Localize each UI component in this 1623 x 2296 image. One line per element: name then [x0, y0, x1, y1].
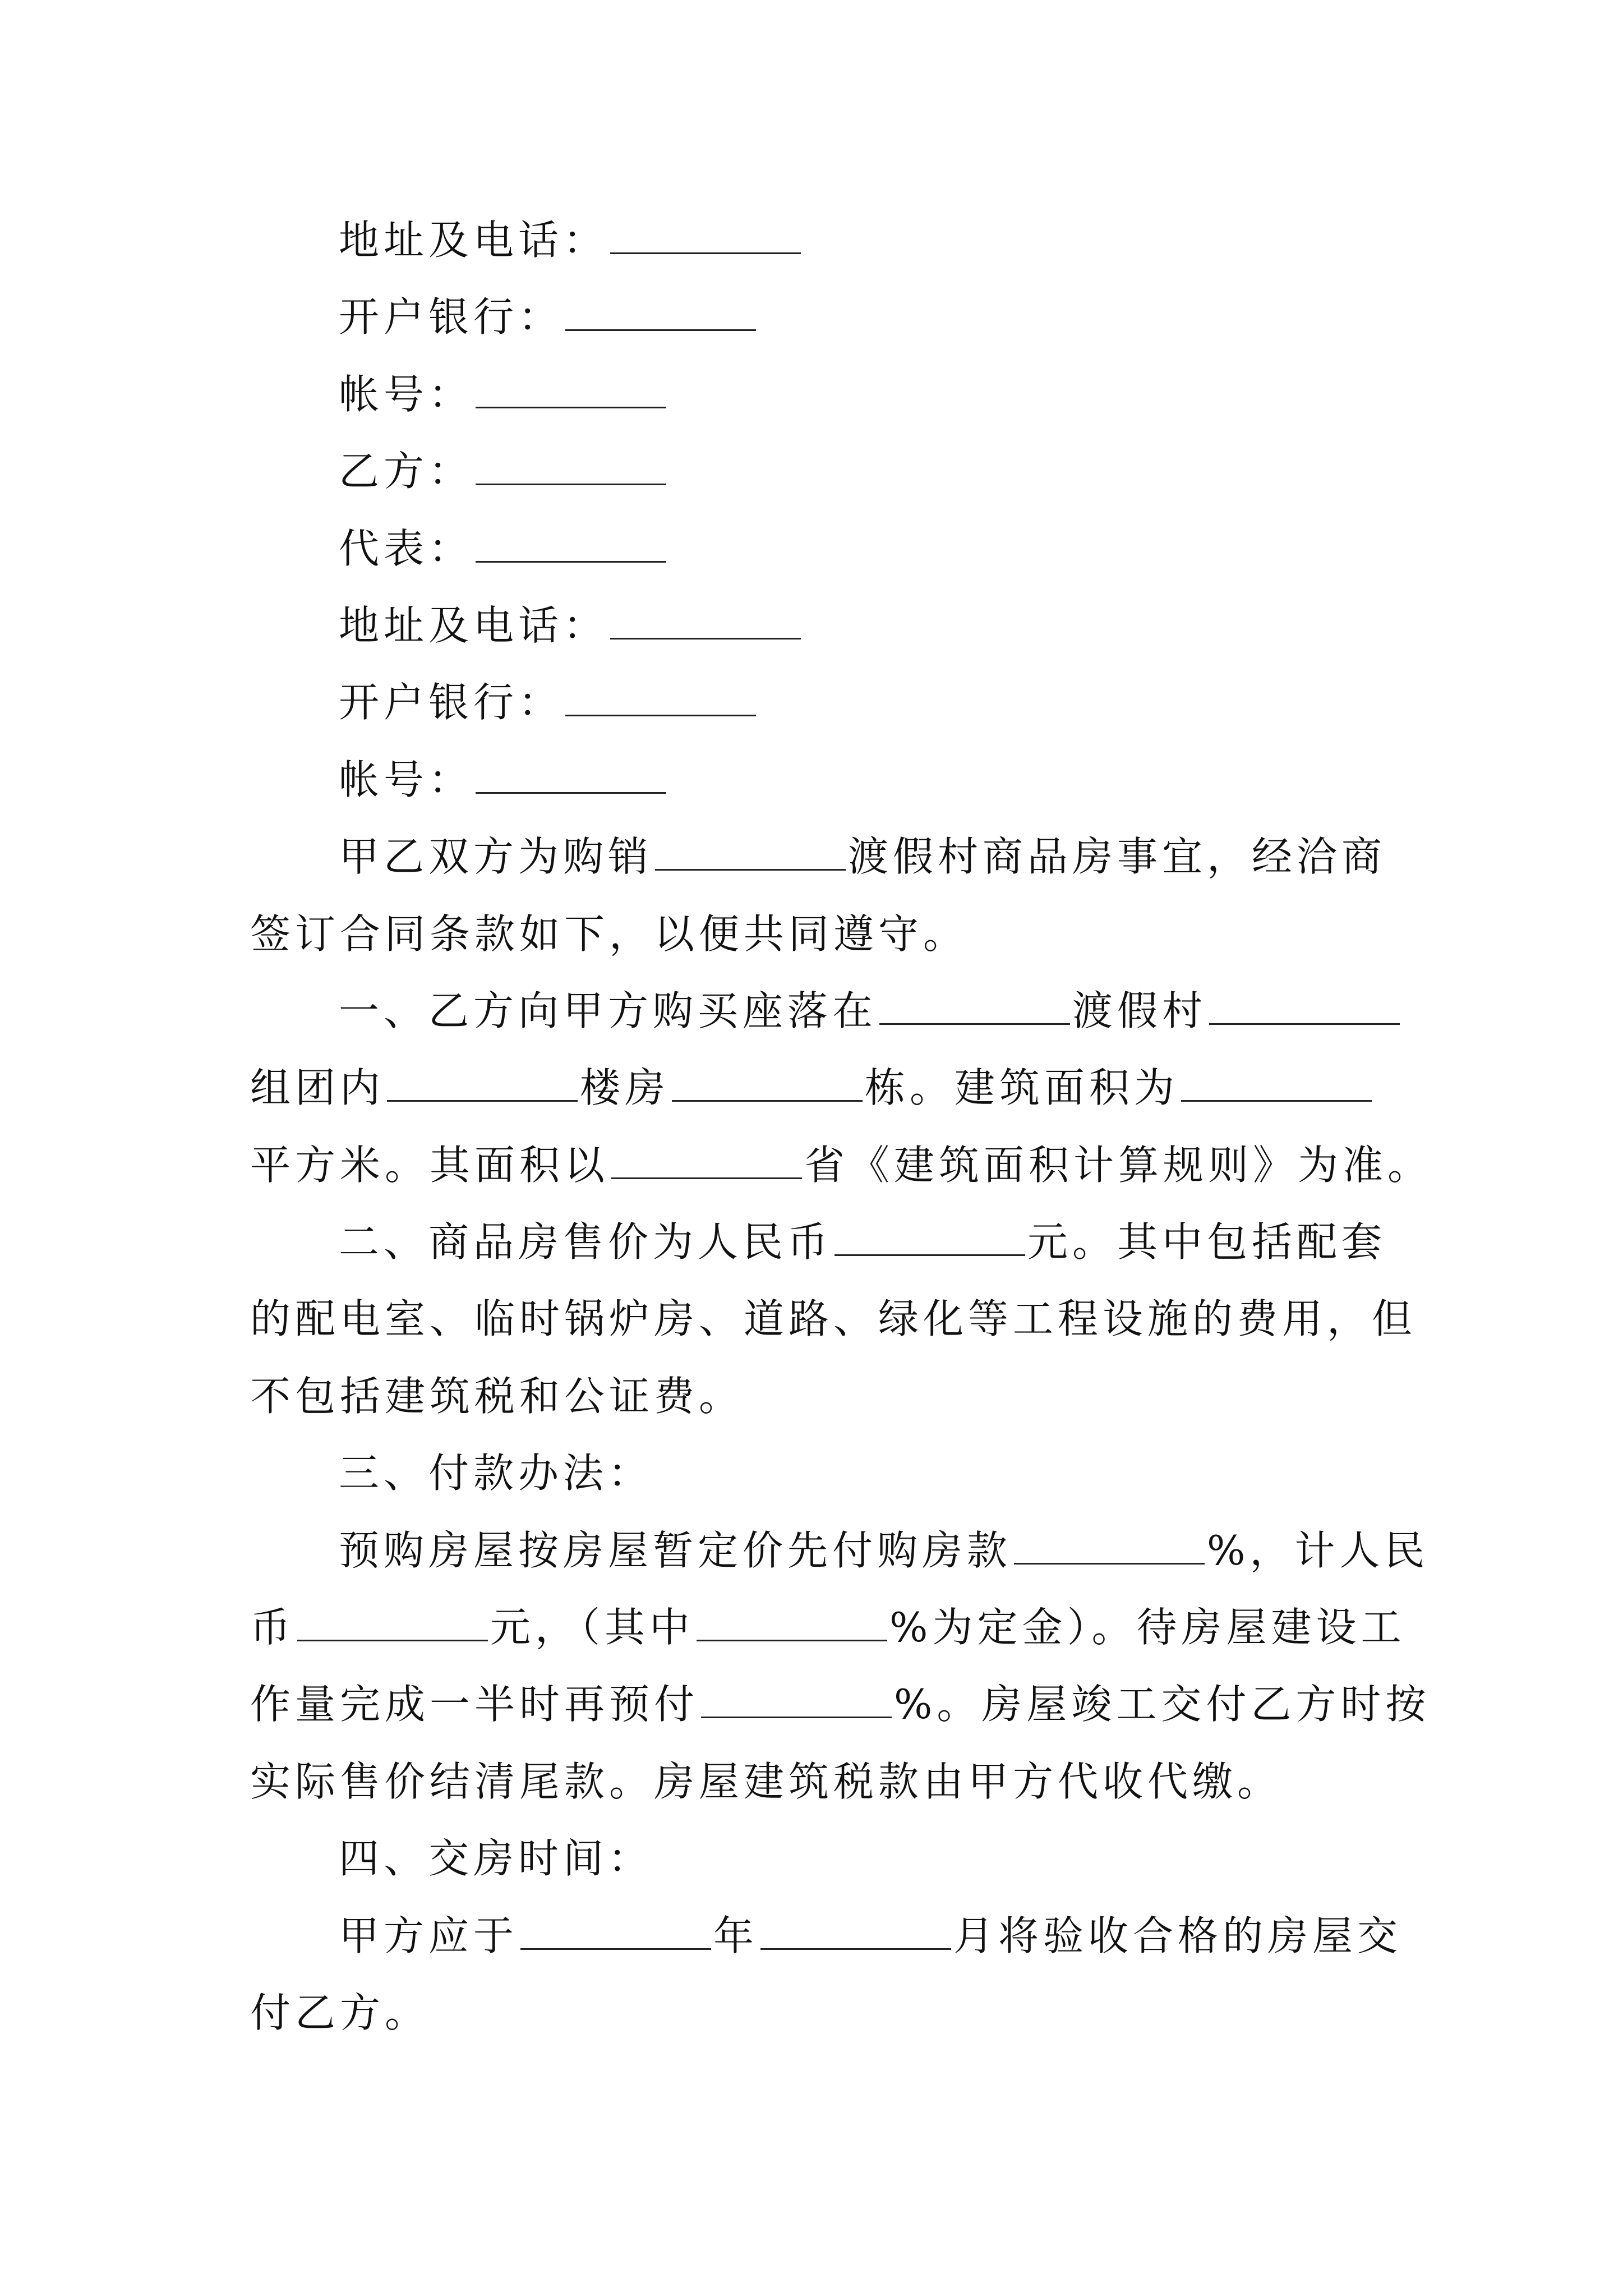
text: 的配电室、临时锅炉房、道路、绿化等工程设施的费用，但 — [250, 1295, 1417, 1343]
text: 楼房 — [580, 1064, 670, 1112]
field-address-phone-a — [250, 202, 1383, 279]
text: 实际售价结清尾款。房屋建筑税款由甲方代收代缴。 — [250, 1757, 1283, 1805]
text: 栋。建筑面积为 — [865, 1064, 1179, 1112]
text: 二、商品房售价为人民币 — [339, 1218, 833, 1266]
fill-blank — [1181, 1064, 1372, 1102]
text: %为定金）。待房屋建设工 — [889, 1604, 1406, 1651]
clause-3-line-1 — [250, 1512, 1430, 1589]
field-label: 开户银行： — [339, 293, 564, 341]
fill-blank — [476, 756, 666, 794]
fill-blank — [565, 679, 756, 717]
fill-blank — [834, 1218, 1025, 1256]
text: 预购房屋按房屋暂定价先付购房款 — [339, 1526, 1012, 1574]
text: 币 — [250, 1604, 296, 1651]
fill-blank — [297, 1603, 488, 1641]
fill-blank — [476, 524, 666, 563]
clause-1-line-1 — [250, 973, 1383, 1050]
fill-blank — [476, 370, 666, 408]
text: 甲方应于 — [339, 1912, 519, 1959]
text: 作量完成一半时再预付 — [250, 1681, 699, 1728]
clause-1-line-3 — [250, 1127, 1433, 1204]
text: 月将验收合格的房屋交 — [953, 1912, 1403, 1959]
clause-3-line-2 — [250, 1589, 1406, 1666]
text: %。房屋竣工交付乙方时按 — [894, 1681, 1431, 1728]
field-label: 帐号： — [339, 756, 474, 803]
fill-blank — [610, 216, 801, 254]
text: 一、乙方向甲方购买座落在 — [339, 987, 878, 1034]
field-bank-a — [250, 279, 1383, 356]
text: 元。其中包括配套 — [1027, 1218, 1387, 1266]
text: 渡假村商品房事宜，经洽商 — [848, 833, 1387, 881]
field-label: 代表： — [339, 524, 474, 572]
fill-blank — [520, 1912, 711, 1950]
field-address-phone-b — [250, 587, 1383, 664]
fill-blank — [672, 1064, 863, 1102]
text: 付乙方。 — [250, 1989, 430, 2036]
intro-line-2 — [250, 896, 1383, 973]
clause-3-line-4 — [250, 1743, 1383, 1820]
field-party-b — [250, 433, 1383, 510]
intro-line-1 — [250, 818, 1387, 895]
text: 元，（其中 — [490, 1604, 695, 1651]
field-bank-b — [250, 664, 1383, 741]
text: 甲乙双方为购销 — [339, 833, 653, 881]
field-account-a — [250, 356, 1383, 433]
fill-blank — [476, 447, 666, 485]
fill-blank — [611, 1141, 802, 1179]
clause-3-line-3 — [250, 1666, 1431, 1743]
text: 渡假村 — [1072, 987, 1207, 1034]
field-label: 帐号： — [339, 370, 474, 418]
clause-4-heading — [250, 1820, 1383, 1897]
field-representative — [250, 510, 1383, 587]
fill-blank — [387, 1064, 578, 1102]
clause-2-line-2 — [250, 1281, 1417, 1358]
text: 年 — [713, 1912, 759, 1959]
clause-4-line-1 — [250, 1898, 1403, 1975]
clause-1-line-2 — [250, 1050, 1383, 1126]
clause-2-line-3 — [250, 1358, 1383, 1435]
fill-blank — [1014, 1526, 1205, 1565]
text: 不包括建筑税和公证费。 — [250, 1372, 744, 1420]
field-account-b — [250, 742, 1383, 818]
fill-blank — [565, 293, 756, 332]
fill-blank — [610, 601, 801, 639]
clause-3-heading — [250, 1435, 1383, 1512]
clause-4-line-2 — [250, 1975, 1383, 2051]
text: 签订合同条款如下，以便共同遵守。 — [250, 910, 969, 958]
field-label: 乙方： — [339, 448, 474, 495]
text: %，计人民 — [1207, 1526, 1430, 1574]
text: 组团内 — [250, 1064, 385, 1112]
clause-2-line-1 — [250, 1204, 1387, 1281]
fill-blank — [1209, 987, 1400, 1025]
fill-blank — [697, 1603, 887, 1641]
fill-blank — [701, 1681, 892, 1719]
text: 省《建筑面积计算规则》为准。 — [804, 1141, 1433, 1189]
fill-blank — [879, 987, 1070, 1025]
text: 平方米。其面积以 — [250, 1141, 610, 1189]
fill-blank — [760, 1912, 951, 1950]
fill-blank — [655, 832, 846, 871]
contract-body — [250, 202, 1433, 2051]
field-label: 地址及电话： — [339, 217, 608, 264]
text: 三、付款办法： — [339, 1450, 653, 1497]
text: 四、交房时间： — [339, 1835, 653, 1883]
field-label: 地址及电话： — [339, 601, 608, 649]
field-label: 开户银行： — [339, 679, 564, 726]
